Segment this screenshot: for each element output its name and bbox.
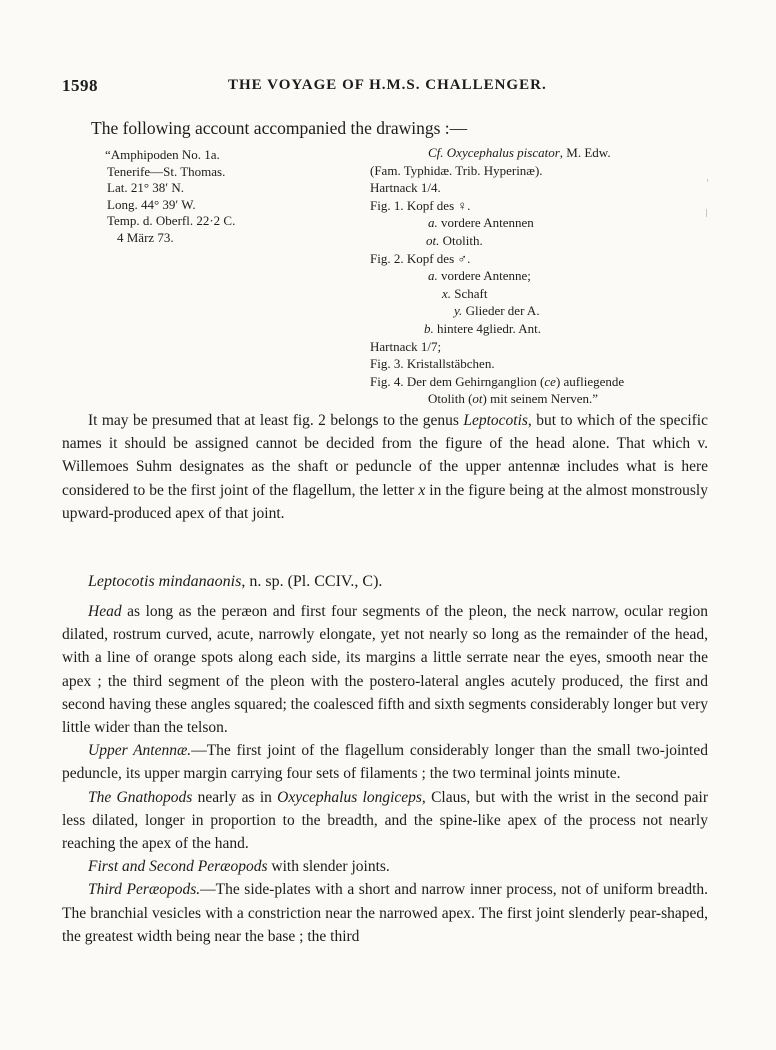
label-left-column xyxy=(105,147,305,246)
label-line: Tenerife—St. Thomas. xyxy=(107,163,226,179)
label-line: Otolith (ot) mit seinem Nerven.” xyxy=(428,391,599,407)
label-line: Lat. 21° 38′ N. xyxy=(107,180,185,195)
label-line: Fig. 2. Kopf des ♂. xyxy=(370,250,471,266)
label-line: Hartnack 1/7; xyxy=(370,338,442,354)
label-line: “Amphipoden No. 1a. xyxy=(105,147,220,162)
label-line: a. vordere Antennen xyxy=(428,215,534,231)
species-description xyxy=(62,600,708,948)
paragraph-gnathopods: The Gnathopods nearly as in Oxycephalus longiceps, Claus, but with the wrist in the second pair less dilated, longer in proportion to the breadth, and the spine-like apex of the process not nearly reaching the apex of the hand. xyxy=(62,788,708,853)
paragraph-upper-antennae: Upper Antennæ.—The first joint of the flagellum considerably longer than the small two-jointed peduncle, its upper margin carrying four sets of filaments ; the two terminal joints minute. xyxy=(62,742,708,783)
label-line: y. Glieder der A. xyxy=(454,303,540,319)
paragraph-first-second-peraeopods: First and Second Peræopods with slender joints. xyxy=(88,858,390,876)
label-line: Temp. d. Oberfl. 22·2 C. xyxy=(107,213,236,228)
label-line: b. hintere 4gliedr. Ant. xyxy=(424,320,541,336)
page-number: 1598 xyxy=(62,76,98,95)
speck: | xyxy=(706,208,708,217)
paragraph-head: Head as long as the peræon and first four segments of the pleon, the neck narrow, ocular region dilated, rostrum curved, acute, narrowly elongate, yet not nearly so long as the remainder of the head, with a line of orange spots along each side, its margins a little serrate near the eyes, smooth near the apex ; the third segment of the pleon with the postero-lateral angles acutely produced, the first and second having these angles squared; the coalesced fifth and sixth segments considerably longer but very little wider than the telson. xyxy=(62,603,708,737)
label-line: Cf. Oxycephalus piscator, M. Edw. xyxy=(428,145,611,160)
species-heading: Leptocotis mindanaonis, n. sp. (Pl. CCIV., C). xyxy=(88,573,383,590)
paragraph-remarks: It may be presumed that at least fig. 2 belongs to the genus Leptocotis, but to which of the specific names it should be assigned cannot be decided from the figure of the head alone. That which v. Willemoes Suhm designates as the shaft or peduncle of the upper antennæ includes what is here considered to be the first joint of the flagellum, the letter x in the figure being at the almost monstrously upward-produced apex of that joint. xyxy=(62,412,708,522)
intro-line: The following account accompanied the drawings :— xyxy=(91,118,468,138)
label-line: (Fam. Typhidæ. Trib. Hyperinæ). xyxy=(370,162,543,178)
label-line: a. vordere Antenne; xyxy=(428,268,531,284)
label-line: ot. Otolith. xyxy=(426,232,483,248)
paragraph-third-peraeopods: Third Peræopods.—The side-plates with a short and narrow inner process, not of uniform breadth. The branchial vesicles with a constriction near the narrowed apex. The first joint slenderly pear-shaped, the greatest width being near the base ; the third xyxy=(62,881,708,945)
label-line: 4 März 73. xyxy=(117,229,174,245)
label-line: Fig. 3. Kristallstäbchen. xyxy=(370,356,495,372)
label-right-column xyxy=(370,144,670,408)
label-line: Long. 44° 39′ W. xyxy=(107,196,196,212)
label-line: Fig. 1. Kopf des ♀. xyxy=(370,197,471,213)
speck: ' xyxy=(707,178,709,187)
label-line: x. Schaft xyxy=(442,285,488,301)
running-title: THE VOYAGE OF H.M.S. CHALLENGER. xyxy=(228,77,547,93)
label-line: Fig. 4. Der dem Gehirnganglion (ce) aufliegende xyxy=(370,373,625,389)
label-line: Hartnack 1/4. xyxy=(370,180,441,196)
